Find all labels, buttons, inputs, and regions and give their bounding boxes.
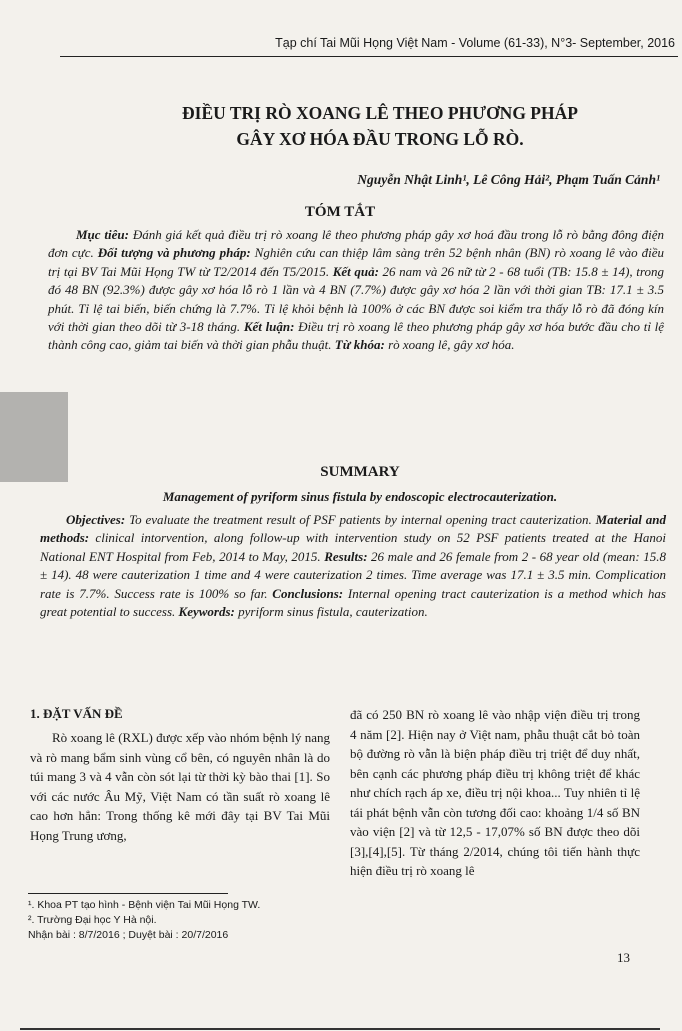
conclusions-label: Conclusions: xyxy=(272,585,344,601)
footnote-1: ¹. Khoa PT tạo hình - Bệnh viện Tai Mũi Họng TW. xyxy=(28,899,261,911)
journal-header: Tạp chí Tai Mũi Họng Việt Nam - Volume (61-33), N°3- September, 2016 xyxy=(275,36,675,50)
bottom-edge-line xyxy=(20,1028,660,1030)
objectives-text: To evaluate the treatment result of PSF patients by internal opening tract cauterization. xyxy=(125,512,596,527)
summary-title: Management of pyriform sinus fistula by endoscopic electrocauterization. xyxy=(162,489,558,504)
tu-khoa-label: Từ khóa: xyxy=(334,337,385,353)
section-heading: 1. ĐẶT VẤN ĐỀ xyxy=(30,706,123,721)
tomtat-heading: TÓM TẮT xyxy=(304,204,376,220)
header-rule xyxy=(60,56,678,57)
received-dates: Nhận bài : 8/7/2016 ; Duyệt bài : 20/7/2016 xyxy=(28,929,229,941)
footnote-rule xyxy=(28,893,228,894)
footnotes xyxy=(28,898,328,943)
objectives-label: Objectives: xyxy=(66,512,126,527)
results-text: 26 male and 26 female from 2 - 68 year old (mean: 15.8 ± 14). 48 were cauterization 1 time and 4 were cauterization 2 times. Time average was 17.1 ± 3.5 min. Complication rate is 7.7%. Success rate is 100% so far. xyxy=(40,548,666,601)
body-column-left: Rò xoang lê (RXL) được xếp vào nhóm bệnh lý nang và rò mang bẩm sinh vùng cổ bên, có nguyên nhân là do túi mang 3 và 4 vẫn còn sót lại từ thời kỳ bào thai [1]. So với các nước Âu Mỹ, Việt Nam có tần suất rò xoang lê cao hơn hẳn: Trong thống kê mới đây tại BV Tai Mũi Họng Trung ương, xyxy=(30,730,330,843)
summary-heading: SUMMARY xyxy=(320,464,400,480)
page-number: 13 xyxy=(617,950,630,965)
muc-tieu-label: Mục tiêu: xyxy=(76,227,129,242)
results-label: Results: xyxy=(324,548,368,564)
ket-qua-text: 26 nam và 26 nữ từ 2 - 68 tuổi (TB: 15.8 ± 14), trong đó 48 BN (92.3%) được gây xơ hóa lỗ rò 1 lần và 4 BN (7.7%) được gây xơ hóa 2 lần với thời gian TB: 17.1 ± 3.5 phút. Tỉ lệ tai biến, biến chứng là 7.7%. Tỉ lệ khỏi bệnh là 100% ở các BN được soi kiểm tra thấy lỗ rò đã đóng kín với thời gian theo dõi từ 3-18 tháng. xyxy=(48,263,664,335)
abstract-vietnamese xyxy=(48,226,664,355)
muc-tieu-text: Đánh giá kết quả điều trị rò xoang lê theo phương pháp gây xơ hoá đầu trong lỗ rò bằng đông điện đơn cực. xyxy=(48,227,664,261)
body-column-right: đã có 250 BN rò xoang lê vào nhập viện điều trị trong 4 năm [2]. Hiện nay ở Việt nam, phẫu thuật cắt bỏ toàn bộ đường rò vẫn là biện pháp điều trị triệt để duy nhất, bên cạnh các phương pháp điều trị không triệt để khác như chích rạch áp xe, điều trị nội khoa... Tuy nhiên tỉ lệ tái phát bệnh vẫn còn tương đối cao: khoảng 1/4 số BN vào viện [2] và từ 12,5 - 17,07% số BN được theo dõi [3],[4],[5]. Từ tháng 2/2014, chúng tôi tiến hành thực hiện điều trị rò xoang lê xyxy=(350,707,640,878)
conclusions-text: Internal opening tract cauterization is a method which has great potential to success. xyxy=(40,585,666,620)
title-line-1: ĐIỀU TRỊ RÒ XOANG LÊ THEO PHƯƠNG PHÁP xyxy=(182,103,578,123)
ket-qua-label: Kết quả: xyxy=(332,263,379,279)
keywords-label: Keywords: xyxy=(178,604,235,620)
footnote-2: ². Trường Đại học Y Hà nội. xyxy=(28,914,157,926)
abstract-english xyxy=(40,511,666,621)
doi-tuong-label: Đối tượng và phương pháp: xyxy=(97,245,251,261)
authors: Nguyễn Nhật Linh¹, Lê Công Hải², Phạm Tuấn Cảnh¹ xyxy=(357,172,660,187)
material-text: clinical intorvention, along follow-up with intervention study on 52 PSF patients treated at the Hanoi National ENT Hospital from Feb, 2014 to May, 2015. xyxy=(40,530,666,564)
title-line-2: GÂY XƠ HÓA ĐẦU TRONG LỖ RÒ. xyxy=(236,129,524,149)
ket-luan-label: Kết luận: xyxy=(243,319,295,335)
doi-tuong-text: Nghiên cứu can thiệp lâm sàng trên 52 bệnh nhân (BN) rò xoang lê vào điều trị tại BV Tai Mũi Họng TW từ T2/2014 đến T5/2015. xyxy=(48,245,664,279)
ket-luan-text: Điều trị rò xoang lê theo phương pháp gây xơ hóa bước đầu cho tỉ lệ thành công cao, giảm tai biến và thời gian phẫu thuật. xyxy=(48,319,664,353)
scan-artifact xyxy=(0,392,68,482)
material-label: Material and methods: xyxy=(40,512,666,546)
article-title xyxy=(100,100,660,152)
keywords-text: pyriform sinus fistula, cauterization. xyxy=(234,604,428,620)
tu-khoa-text: rò xoang lê, gây xơ hóa. xyxy=(384,337,515,353)
